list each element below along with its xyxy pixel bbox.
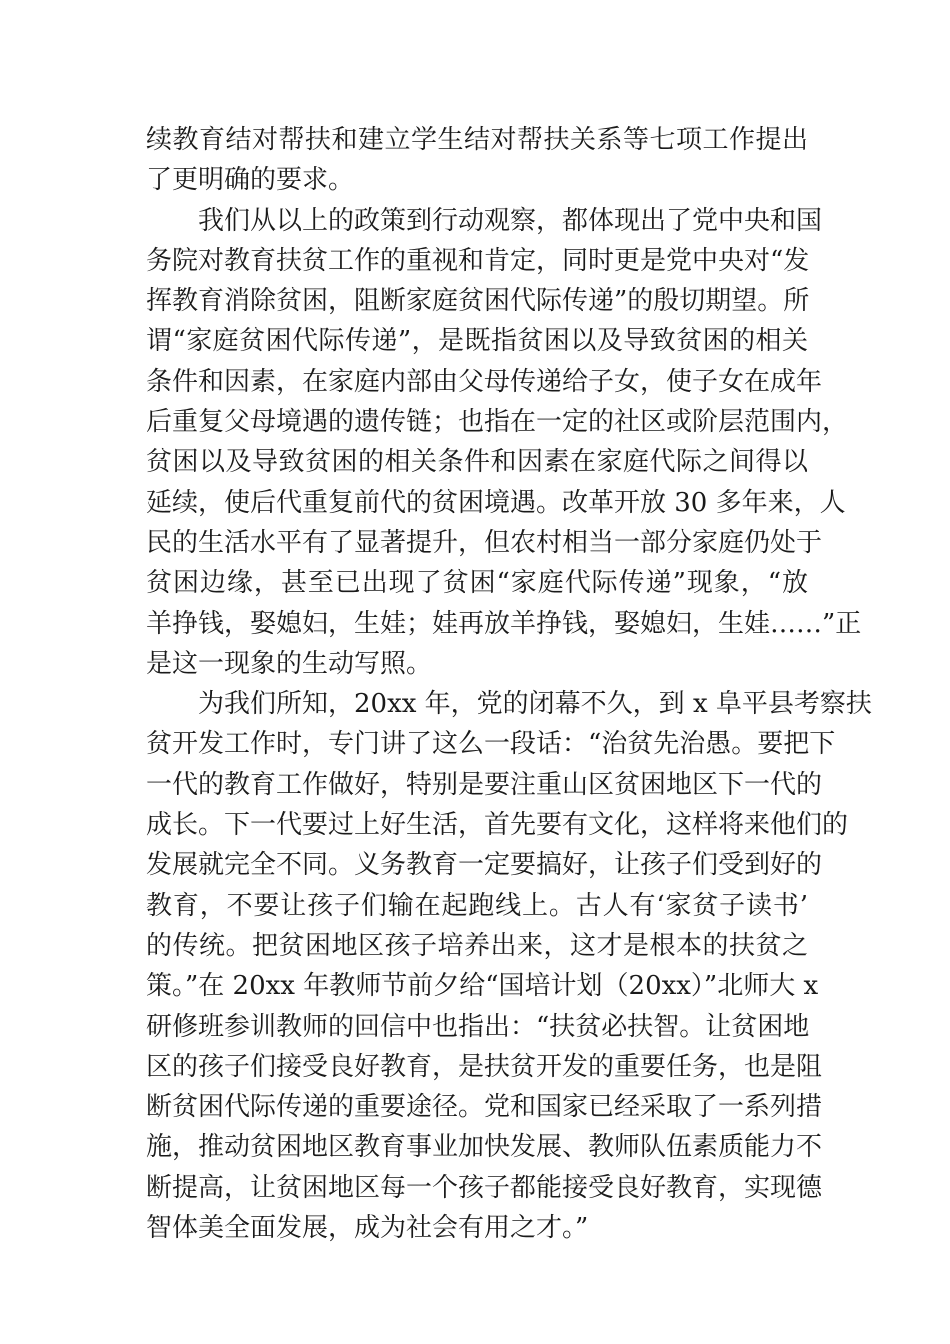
text-line: 务院对教育扶贫工作的重视和肯定，同时更是党中央对“发 bbox=[146, 245, 810, 276]
text-line: 后重复父母境遇的遗传链；也指在一定的社区或阶层范围内， bbox=[146, 407, 849, 438]
body-text bbox=[146, 120, 872, 1248]
text-line: 策。”在 20xx 年教师节前夕给“国培计划（20xx）”北师大 x bbox=[146, 971, 819, 1002]
text-line: 发展就完全不同。义务教育一定要搞好，让孩子们受到好的 bbox=[146, 850, 823, 881]
text-line: 挥教育消除贫困，阻断家庭贫困代际传递”的殷切期望。所 bbox=[146, 286, 810, 317]
text-line: 贫困以及导致贫困的相关条件和因素在家庭代际之间得以 bbox=[146, 447, 808, 478]
paragraph-2 bbox=[146, 201, 862, 685]
text-line: 断贫困代际传递的重要途径。党和国家已经采取了一系列措 bbox=[146, 1092, 823, 1123]
text-line: 成长。下一代要过上好生活，首先要有文化，这样将来他们的 bbox=[146, 810, 849, 841]
text-line: 的传统。把贫困地区孩子培养出来，这才是根本的扶贫之 bbox=[146, 930, 808, 961]
text-line: 贫开发工作时，专门讲了这么一段话：“治贫先治愚。要把下 bbox=[146, 729, 836, 760]
text-line: 智体美全面发展，成为社会有用之才。” bbox=[146, 1213, 589, 1244]
text-line: 一代的教育工作做好，特别是要注重山区贫困地区下一代的 bbox=[146, 769, 823, 800]
text-line: 断提高，让贫困地区每一个孩子都能接受良好教育，实现德 bbox=[146, 1172, 823, 1203]
text-line: 羊挣钱，娶媳妇，生娃；娃再放羊挣钱，娶媳妇，生娃……”正 bbox=[146, 608, 862, 639]
text-line: 谓“家庭贫困代际传递”，是既指贫困以及导致贫困的相关 bbox=[146, 326, 808, 357]
text-line: 民的生活水平有了显著提升，但农村相当一部分家庭仍处于 bbox=[146, 527, 823, 558]
text-line: 教育，不要让孩子们输在起跑线上。古人有‘家贫子读书’ bbox=[146, 890, 808, 921]
text-line: 研修班参训教师的回信中也指出：“扶贫必扶智。让贫困地 bbox=[146, 1011, 810, 1042]
text-line: 续教育结对帮扶和建立学生结对帮扶关系等七项工作提出 bbox=[146, 125, 808, 155]
text-line: 延续，使后代重复前代的贫困境遇。改革开放 30 多年来，人 bbox=[146, 487, 846, 518]
text-line: 区的孩子们接受良好教育，是扶贫开发的重要任务，也是阻 bbox=[146, 1051, 823, 1082]
text-line: 了更明确的要求。 bbox=[146, 165, 355, 196]
paragraph-3 bbox=[146, 684, 872, 1248]
text-line: 条件和因素，在家庭内部由父母传递给子女，使子女在成年 bbox=[146, 366, 823, 397]
text-line: 为我们所知，20xx 年，党的闭幕不久，到 x 阜平县考察扶 bbox=[198, 689, 872, 720]
text-line: 贫困边缘，甚至已出现了贫困“家庭代际传递”现象，“放 bbox=[146, 568, 808, 599]
paragraph-1 bbox=[146, 120, 808, 201]
text-line: 施，推动贫困地区教育事业加快发展、教师队伍素质能力不 bbox=[146, 1132, 823, 1163]
text-line: 是这一现象的生动写照。 bbox=[146, 648, 433, 679]
text-line: 我们从以上的政策到行动观察，都体现出了党中央和国 bbox=[198, 205, 823, 236]
